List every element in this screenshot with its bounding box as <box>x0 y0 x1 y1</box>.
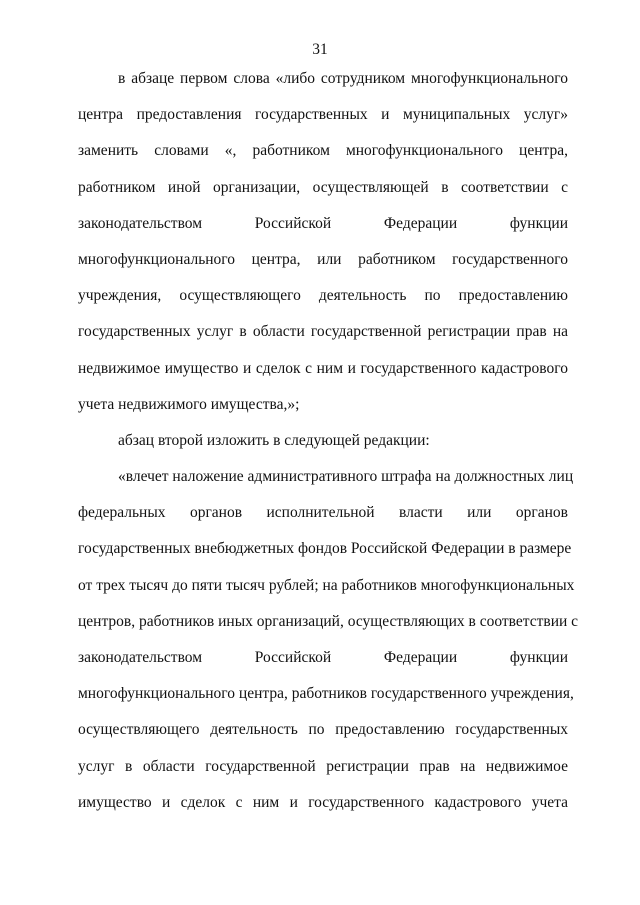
paragraph-3-line-5: центров, работников иных организаций, осуществляющих в соответствии с <box>78 612 579 630</box>
paragraph-3-line-8: осуществляющего деятельность по предоставлению государственных <box>78 721 568 739</box>
paragraph-3-line-10: имущество и сделок с ним и государственного кадастрового учета <box>78 793 568 811</box>
paragraph-2-line-1: абзац второй изложить в следующей редакции: <box>118 431 430 449</box>
page-number: 31 <box>312 41 328 58</box>
paragraph-3-line-6: законодательством Российской Федерации функции <box>78 649 568 666</box>
paragraph-3-line-2: федеральных органов исполнительной власти или органов <box>78 504 568 522</box>
paragraph-3-line-1: «влечет наложение административного штрафа на должностных лиц <box>118 468 574 486</box>
paragraph-1-line-2: центра предоставления государственных и муниципальных услуг» <box>78 106 568 124</box>
paragraph-1-line-3: заменить словами «, работником многофункционального центра, <box>78 142 568 160</box>
paragraph-1-line-6: многофункционального центра, или работником государственного <box>78 250 568 268</box>
paragraph-3-line-4: от трех тысяч до пяти тысяч рублей; на работников многофункциональных <box>78 576 575 594</box>
paragraph-1-line-7: учреждения, осуществляющего деятельность по предоставлению <box>78 287 568 305</box>
paragraph-3-line-9: услуг в области государственной регистрации прав на недвижимое <box>78 757 568 775</box>
paragraph-1-line-4: работником иной организации, осуществляющей в соответствии с <box>78 178 568 196</box>
paragraph-3-line-7: многофункционального центра, работников государственного учреждения, <box>78 685 574 703</box>
paragraph-1-line-1: в абзаце первом слова «либо сотрудником многофункционального <box>118 70 568 87</box>
paragraph-1-line-10: учета недвижимого имущества,»; <box>78 395 300 413</box>
document-body <box>78 69 579 829</box>
paragraph-3-line-3: государственных внебюджетных фондов Российской Федерации в размере <box>78 540 572 558</box>
paragraph-1-line-5: законодательством Российской Федерации функции <box>78 214 568 232</box>
paragraph-1-line-8: государственных услуг в области государственной регистрации прав на <box>78 323 568 341</box>
paragraph-1-line-9: недвижимое имущество и сделок с ним и государственного кадастрового <box>78 359 568 377</box>
